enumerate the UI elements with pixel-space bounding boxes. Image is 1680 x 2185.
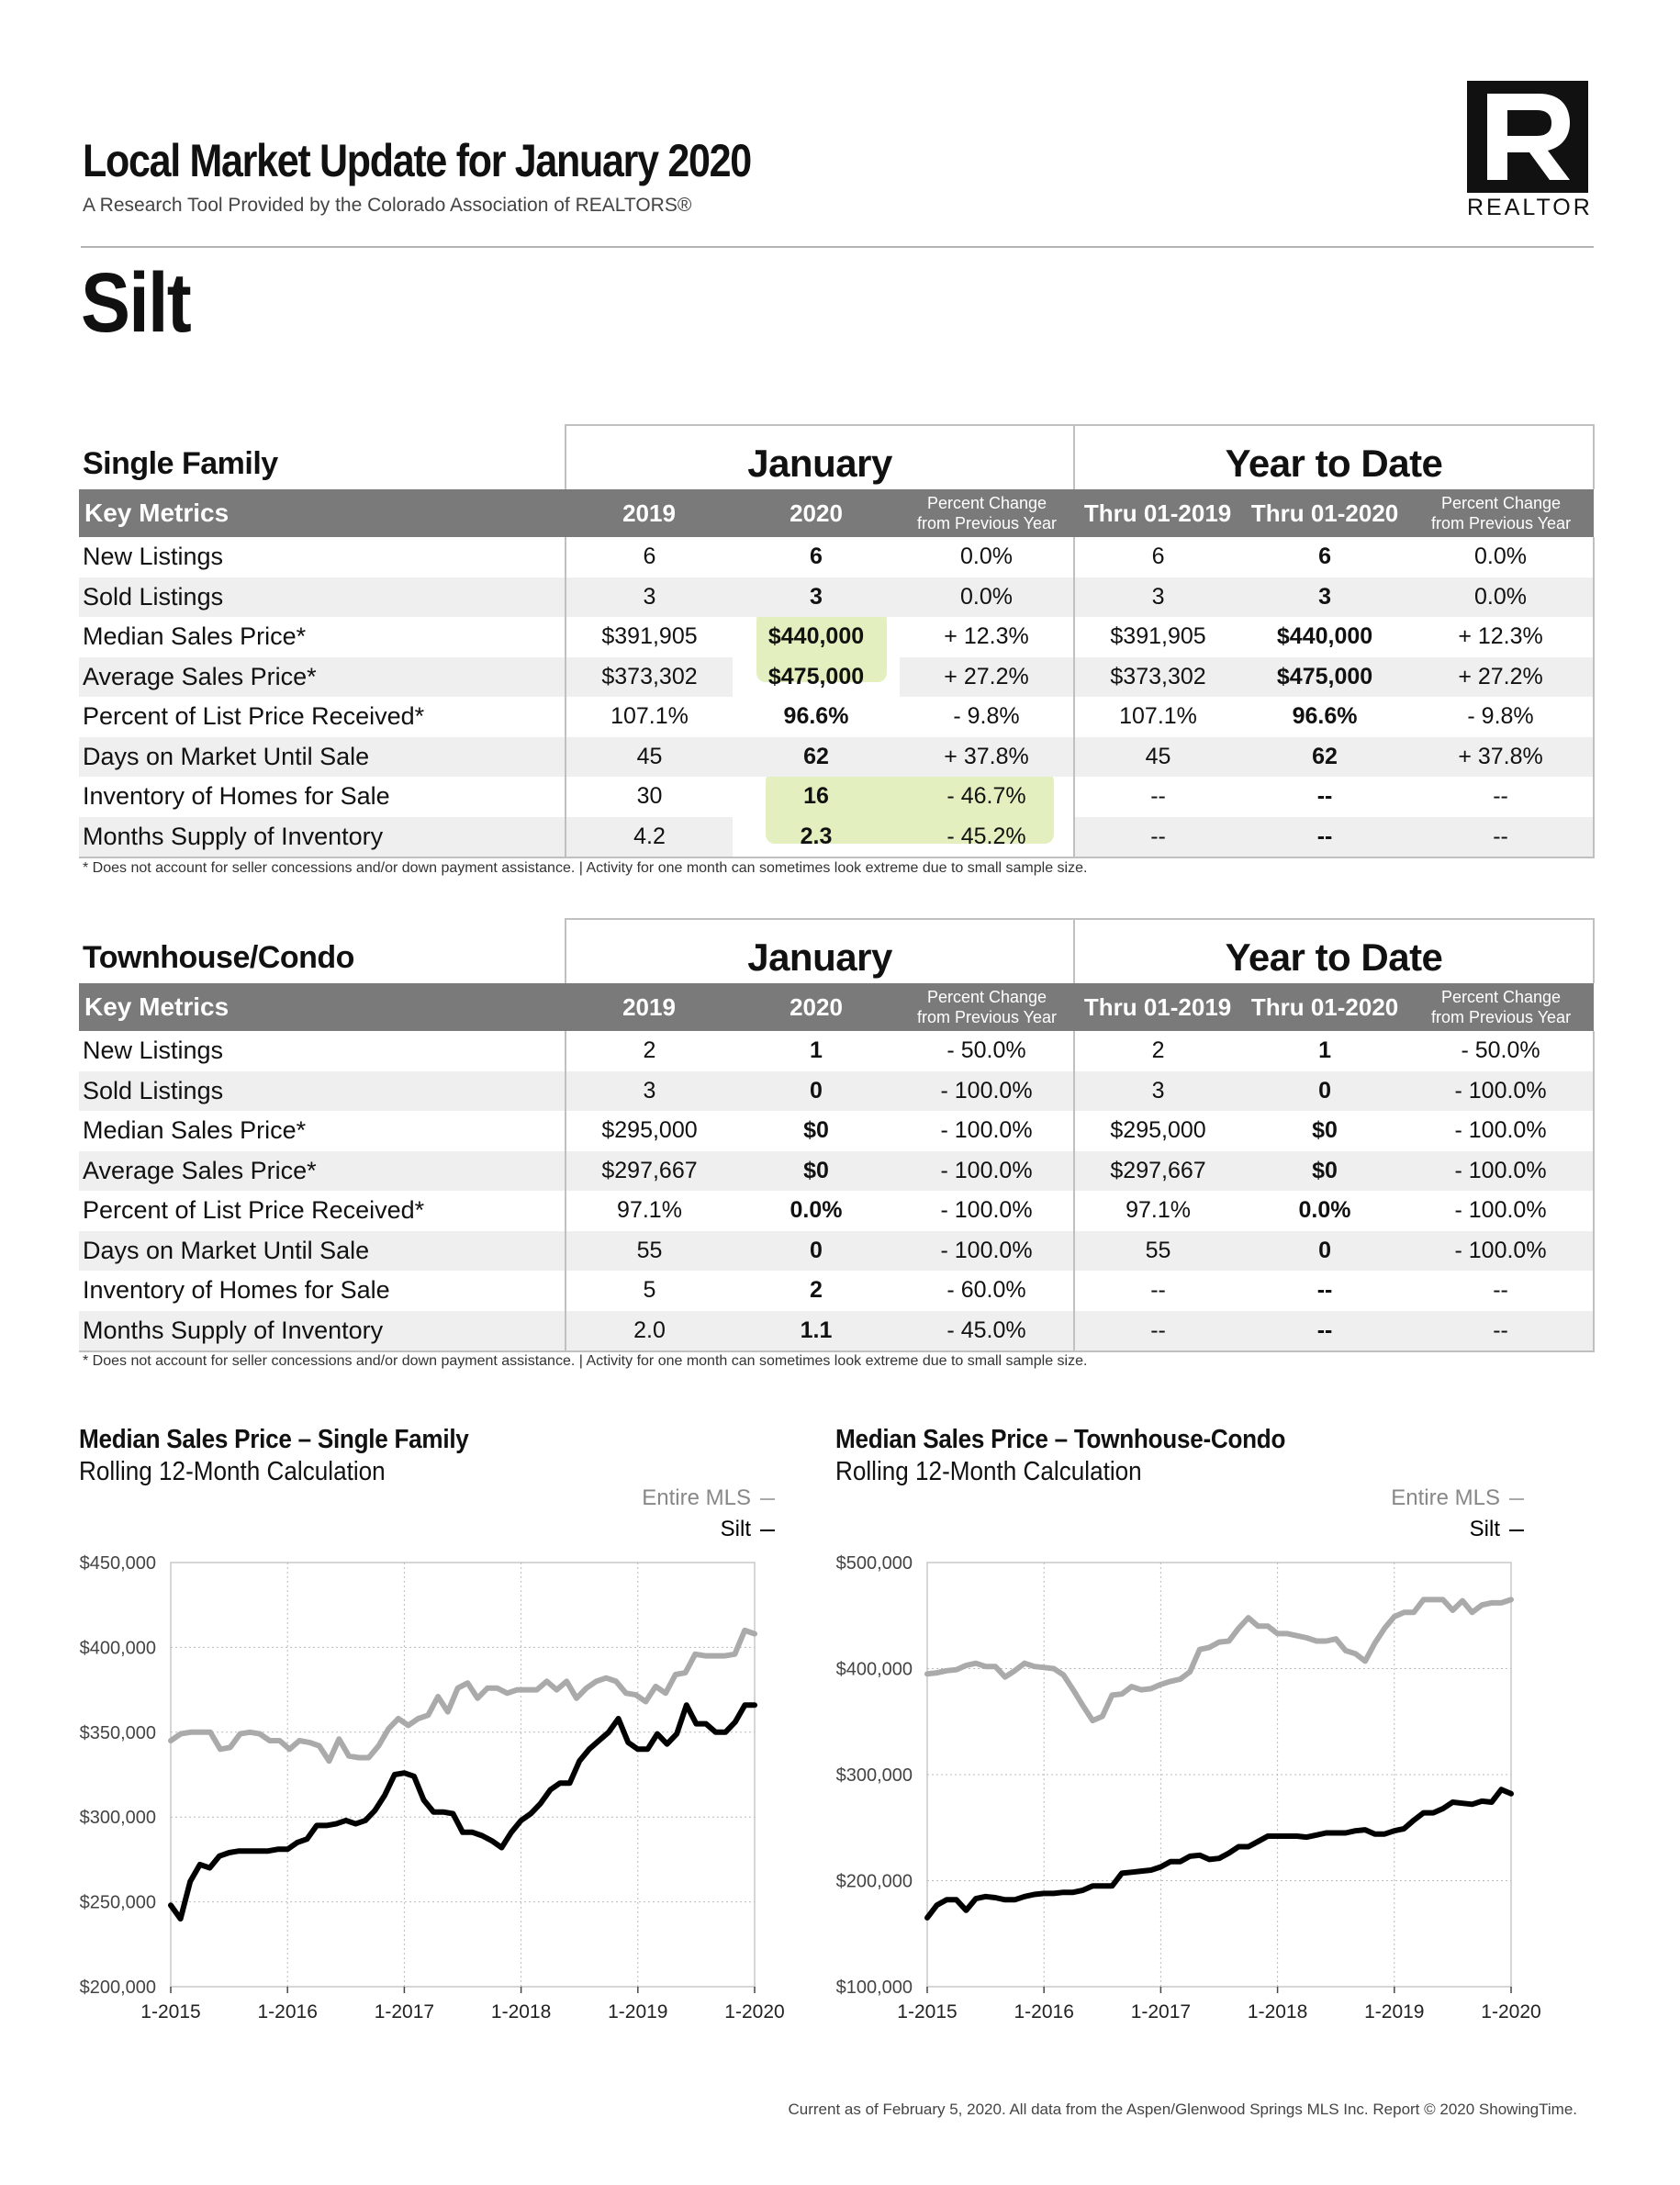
value-pct-change: 0.0%: [900, 577, 1074, 618]
value-2020: 2: [810, 1277, 823, 1304]
value-pct-change: - 60.0%: [946, 1277, 1026, 1304]
y-tick-label: $100,000: [835, 1978, 913, 1998]
value-ytd-pct-change: --: [1408, 1311, 1594, 1352]
y-tick-label: $400,000: [79, 1638, 156, 1659]
value-thru-2019: $373,302: [1074, 657, 1241, 698]
value-pct-change: - 100.0%: [940, 1117, 1033, 1144]
value-pct-change: - 100.0%: [900, 1151, 1074, 1192]
value-ytd-pct-change: - 100.0%: [1408, 1071, 1594, 1112]
pct-line1: Percent Change: [1440, 988, 1562, 1006]
value-pct-change: - 9.8%: [953, 703, 1020, 730]
value-2020: 1: [810, 1037, 823, 1064]
value-2020: 6: [810, 543, 823, 570]
x-tick-label: 1-2015: [140, 2001, 201, 2023]
value-thru-2019: 3: [1074, 577, 1241, 618]
value-thru-2020: $475,000: [1241, 657, 1408, 698]
x-tick-label: 1-2017: [374, 2001, 435, 2023]
value-2020: $0: [803, 1117, 829, 1144]
value-2020: 16: [803, 783, 829, 810]
value-ytd-pct-change: --: [1408, 817, 1594, 858]
area-name: Silt: [81, 256, 190, 350]
col-thru-2019: Thru 01-2019: [1074, 489, 1241, 537]
chart2-plot: [836, 1553, 1541, 2023]
pct-line1: Percent Change: [926, 988, 1047, 1006]
value-2019: 4.2: [566, 817, 733, 858]
x-tick-label: 1-2020: [724, 2001, 785, 2023]
value-2020: $440,000: [767, 623, 865, 650]
metric-label: Sold Listings: [79, 1071, 566, 1112]
section-title: Townhouse/Condo: [83, 940, 354, 975]
value-thru-2019: 55: [1074, 1231, 1241, 1272]
metric-label: Inventory of Homes for Sale: [83, 782, 390, 811]
chart1-title: Median Sales Price – Single Family: [79, 1425, 469, 1454]
col-2019: 2019: [566, 983, 733, 1031]
value-pct-change: - 50.0%: [946, 1037, 1026, 1064]
legend-swatch: [1509, 1530, 1524, 1531]
legend-label: Silt: [1469, 1517, 1500, 1541]
y-tick-label: $250,000: [79, 1892, 156, 1913]
value-ytd-pct-change: --: [1408, 777, 1594, 817]
page-subtitle: A Research Tool Provided by the Colorado Association of REALTORS®: [83, 195, 692, 216]
value-pct-change: - 100.0%: [940, 1197, 1033, 1224]
value-thru-2019: --: [1074, 1311, 1241, 1352]
value-thru-2020: --: [1316, 783, 1333, 810]
value-ytd-pct-change: 0.0%: [1408, 537, 1594, 577]
value-pct-change: - 45.0%: [900, 1311, 1074, 1352]
y-tick-label: $400,000: [835, 1659, 913, 1680]
value-2019: 3: [566, 577, 733, 618]
y-tick-label: $450,000: [79, 1553, 156, 1574]
value-pct-change: + 37.8%: [900, 737, 1074, 778]
x-tick-label: 1-2020: [1481, 2001, 1541, 2023]
value-thru-2019: --: [1074, 777, 1241, 817]
x-tick-label: 1-2018: [1247, 2001, 1308, 2023]
series-line-silt: [171, 1705, 755, 1919]
metric-label: Average Sales Price*: [79, 657, 566, 698]
value-pct-change: - 46.7%: [946, 783, 1026, 810]
value-thru-2019: 6: [1074, 537, 1241, 577]
pct-line2: from Previous Year: [1430, 1008, 1572, 1026]
x-tick-label: 1-2018: [490, 2001, 552, 2023]
credit-line: Current as of February 5, 2020. All data from the Aspen/Glenwood Springs MLS Inc. Report © 2020 ShowingTime.: [788, 2101, 1577, 2118]
footnote-townhouse: * Does not account for seller concessions and/or down payment assistance. | Activity for one month can sometimes look extreme due to small sample size.: [83, 1353, 1088, 1369]
value-thru-2020: --: [1241, 817, 1408, 858]
value-2020: 0: [733, 1231, 900, 1272]
value-2019: $295,000: [566, 1111, 733, 1151]
value-thru-2019: $391,905: [1074, 617, 1241, 657]
x-tick-label: 1-2016: [257, 2001, 318, 2023]
col-key-metrics: Key Metrics: [79, 983, 566, 1031]
value-thru-2020: 62: [1241, 737, 1408, 778]
metric-label: Days on Market Until Sale: [79, 1231, 566, 1272]
metric-label: Months Supply of Inventory: [79, 1311, 566, 1352]
value-thru-2019: 2: [1074, 1031, 1241, 1071]
value-thru-2020: --: [1241, 1311, 1408, 1352]
col-key-metrics: Key Metrics: [79, 489, 566, 537]
y-tick-label: $300,000: [835, 1765, 913, 1786]
value-ytd-pct-change: - 100.0%: [1408, 1151, 1594, 1192]
value-2019: 107.1%: [566, 697, 733, 737]
chart1-plot: [80, 1553, 785, 2023]
y-tick-label: $500,000: [835, 1553, 913, 1574]
value-thru-2019: 97.1%: [1074, 1191, 1241, 1231]
pct-line1: Percent Change: [1440, 494, 1562, 512]
value-2019: 6: [566, 537, 733, 577]
legend-label: Silt: [720, 1517, 751, 1541]
legend-swatch: [1509, 1498, 1524, 1500]
y-tick-label: $200,000: [79, 1978, 156, 1998]
metric-label: Percent of List Price Received*: [83, 702, 425, 731]
value-thru-2020: 96.6%: [1292, 703, 1358, 730]
value-ytd-pct-change: 0.0%: [1408, 577, 1594, 618]
value-pct-change: + 12.3%: [944, 623, 1029, 650]
metric-label: New Listings: [83, 1036, 224, 1065]
metric-label: Percent of List Price Received*: [83, 1196, 425, 1225]
x-tick-label: 1-2019: [608, 2001, 668, 2023]
value-pct-change: - 100.0%: [900, 1071, 1074, 1112]
pct-line2: from Previous Year: [916, 1008, 1058, 1026]
value-thru-2019: --: [1074, 1271, 1241, 1311]
value-2020: 62: [733, 737, 900, 778]
metric-label: Average Sales Price*: [79, 1151, 566, 1192]
value-2019: 97.1%: [566, 1191, 733, 1231]
value-ytd-pct-change: + 37.8%: [1408, 737, 1594, 778]
value-2019: 5: [566, 1271, 733, 1311]
value-thru-2020: 0: [1241, 1071, 1408, 1112]
section-title: Single Family: [83, 446, 278, 481]
value-thru-2019: 3: [1074, 1071, 1241, 1112]
col-thru-2020: Thru 01-2020: [1241, 489, 1408, 537]
value-thru-2019: 45: [1074, 737, 1241, 778]
chart2-legend-mls: [1391, 1485, 1524, 1511]
value-2020: 96.6%: [783, 703, 849, 730]
group-ytd: Year to Date: [1074, 425, 1594, 489]
value-2019: $297,667: [566, 1151, 733, 1192]
value-thru-2019: --: [1074, 817, 1241, 858]
legend-label: Entire MLS: [1391, 1485, 1500, 1510]
value-thru-2019: 107.1%: [1074, 697, 1241, 737]
value-pct-change: - 100.0%: [900, 1231, 1074, 1272]
chart2-subtitle: Rolling 12-Month Calculation: [835, 1457, 1142, 1486]
value-thru-2020: 1: [1318, 1037, 1331, 1064]
value-2020: 0: [733, 1071, 900, 1112]
metric-label: Median Sales Price*: [83, 622, 307, 651]
value-ytd-pct-change: - 9.8%: [1408, 697, 1594, 737]
legend-label: Entire MLS: [642, 1485, 751, 1510]
value-thru-2020: 3: [1241, 577, 1408, 618]
value-2020: $475,000: [767, 663, 865, 689]
col-thru-2020: Thru 01-2020: [1241, 983, 1408, 1031]
metric-label: New Listings: [83, 543, 224, 571]
value-thru-2020: 0.0%: [1298, 1197, 1351, 1224]
pct-line2: from Previous Year: [1430, 514, 1572, 532]
value-ytd-pct-change: + 12.3%: [1408, 617, 1594, 657]
chart2-legend-silt: [1470, 1517, 1524, 1542]
chart1-subtitle: Rolling 12-Month Calculation: [79, 1457, 386, 1486]
y-tick-label: $350,000: [79, 1722, 156, 1743]
value-2019: 55: [566, 1231, 733, 1272]
x-tick-label: 1-2017: [1130, 2001, 1192, 2023]
value-ytd-pct-change: - 100.0%: [1408, 1111, 1594, 1151]
value-ytd-pct-change: --: [1408, 1271, 1594, 1311]
value-2019: 45: [566, 737, 733, 778]
value-ytd-pct-change: - 50.0%: [1408, 1031, 1594, 1071]
value-2020: 1.1: [733, 1311, 900, 1352]
series-line-silt: [927, 1789, 1511, 1918]
x-tick-label: 1-2015: [897, 2001, 958, 2023]
value-thru-2020: $440,000: [1276, 623, 1373, 650]
col-thru-2019: Thru 01-2019: [1074, 983, 1241, 1031]
value-thru-2020: --: [1316, 1277, 1333, 1304]
value-2020: $0: [733, 1151, 900, 1192]
group-ytd: Year to Date: [1074, 919, 1594, 983]
value-thru-2020: $0: [1241, 1151, 1408, 1192]
value-2020: 2.3: [733, 817, 900, 858]
value-2020: 3: [733, 577, 900, 618]
metric-label: Inventory of Homes for Sale: [83, 1276, 390, 1305]
value-2019: 2.0: [566, 1311, 733, 1352]
plot-frame: [171, 1563, 755, 1987]
value-thru-2019: $297,667: [1074, 1151, 1241, 1192]
y-tick-label: $200,000: [835, 1871, 913, 1892]
value-2019: $373,302: [566, 657, 733, 698]
group-month: January: [566, 425, 1074, 489]
value-thru-2020: $0: [1312, 1117, 1338, 1144]
value-2019: 30: [566, 777, 733, 817]
value-thru-2020: 0: [1241, 1231, 1408, 1272]
value-2019: 3: [566, 1071, 733, 1112]
col-2019: 2019: [566, 489, 733, 537]
value-ytd-pct-change: - 100.0%: [1408, 1191, 1594, 1231]
pct-line2: from Previous Year: [916, 514, 1058, 532]
chart2-title: Median Sales Price – Townhouse-Condo: [835, 1425, 1286, 1454]
y-tick-label: $300,000: [79, 1808, 156, 1829]
value-2019: $391,905: [566, 617, 733, 657]
x-tick-label: 1-2019: [1364, 2001, 1425, 2023]
metric-label: Median Sales Price*: [83, 1116, 307, 1145]
value-2019: 2: [566, 1031, 733, 1071]
value-pct-change: - 45.2%: [900, 817, 1074, 858]
group-month: January: [566, 919, 1074, 983]
value-thru-2019: $295,000: [1074, 1111, 1241, 1151]
value-pct-change: + 27.2%: [900, 657, 1074, 698]
value-ytd-pct-change: - 100.0%: [1408, 1231, 1594, 1272]
metric-label: Months Supply of Inventory: [79, 817, 566, 858]
value-2020: 0.0%: [790, 1197, 843, 1224]
series-line-entire-mls: [927, 1599, 1511, 1720]
x-tick-label: 1-2016: [1014, 2001, 1074, 2023]
value-pct-change: 0.0%: [960, 543, 1013, 570]
col-2020: 2020: [733, 983, 900, 1031]
pct-line1: Percent Change: [926, 494, 1047, 512]
metric-label: Days on Market Until Sale: [79, 737, 566, 778]
page-title: Local Market Update for January 2020: [83, 135, 751, 186]
value-ytd-pct-change: + 27.2%: [1408, 657, 1594, 698]
metric-label: Sold Listings: [79, 577, 566, 618]
footnote-single-family: * Does not account for seller concessions and/or down payment assistance. | Activity for one month can sometimes look extreme due to small sample size.: [83, 860, 1088, 876]
realtor-logo-text: REALTOR: [1467, 195, 1593, 220]
value-thru-2020: 6: [1318, 543, 1331, 570]
col-2020: 2020: [733, 489, 900, 537]
